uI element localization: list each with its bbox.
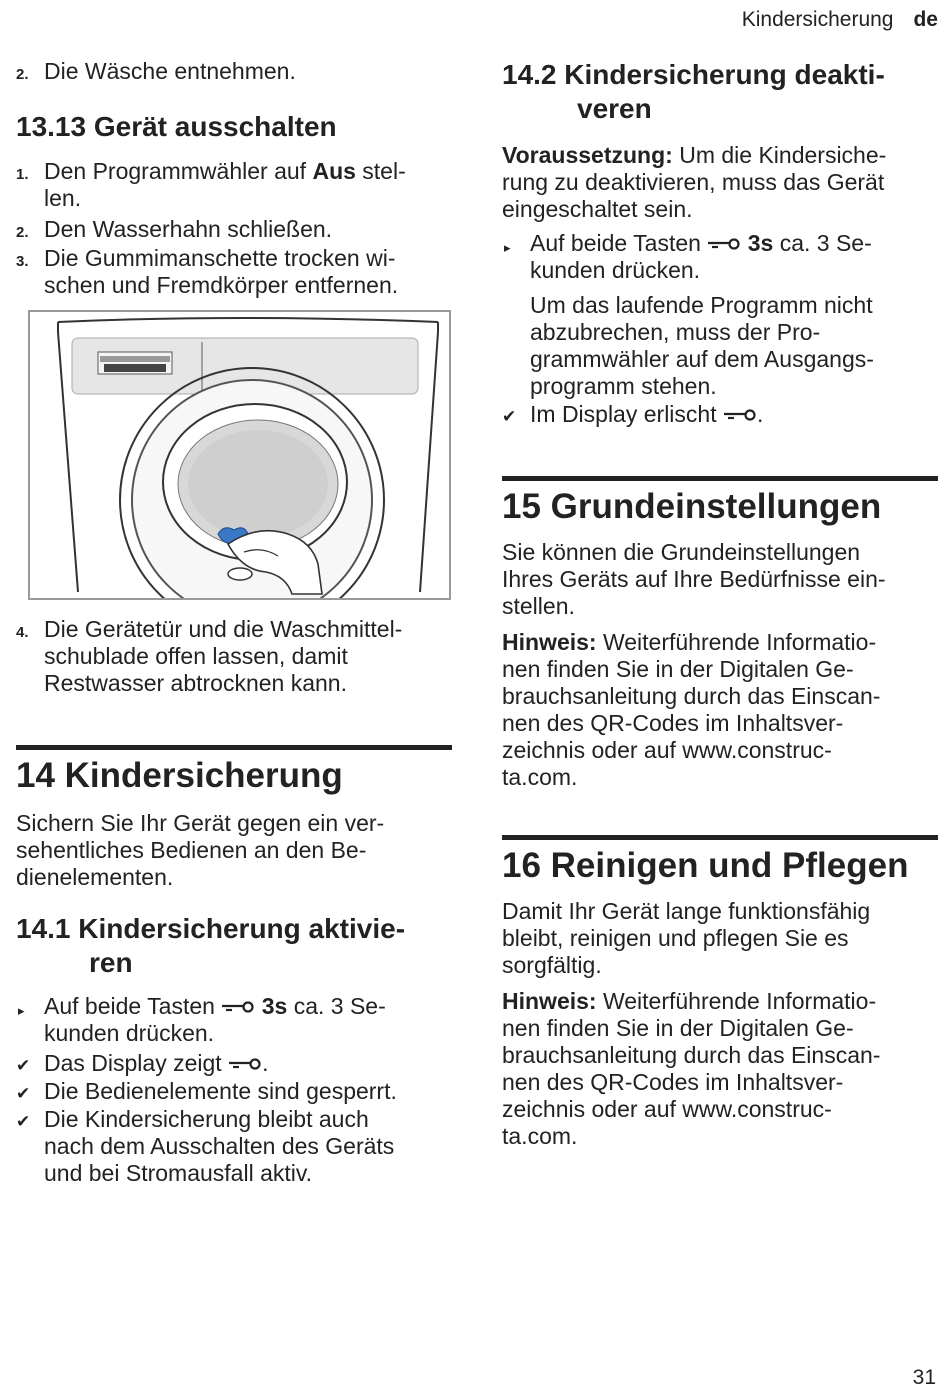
key-lock-icon [707,238,741,252]
key-lock-icon [228,1058,262,1072]
note-paragraph: Um das laufende Programm nicht abzubrechen, muss der Pro- grammwähler auf dem Ausgangs- programm stehen. [530,292,874,399]
check-icon: ✔ [16,1112,31,1131]
paragraph: Damit Ihr Gerät lange funktionsfähig bleibt, reinigen und pflegen Sie es sorgfältig. [502,898,871,978]
precondition-paragraph: Voraussetzung: Um die Kindersiche- rung zu deaktivieren, muss das Gerät eingeschaltet sein. [502,142,887,222]
paragraph: Sie können die Grundeinstellungen Ihres Geräts auf Ihre Bedürfnisse ein- stellen. [502,539,886,619]
check-icon: ✔ [16,1084,31,1103]
check-icon: ✔ [16,1056,31,1075]
check-icon: ✔ [502,407,517,426]
instruction-step: ▸ Auf beide Tasten 3s ca. 3 Se- kunden drücken. [504,230,872,283]
result-item: ✔ Die Bedienelemente sind gesperrt. [16,1078,452,1105]
key-lock-icon [221,1001,255,1015]
result-item: ✔ Im Display erlischt . [502,401,938,428]
step-item: 2. Die Wäsche entnehmen. [16,58,296,84]
result-item: ✔ Das Display zeigt . [16,1050,452,1077]
header-language: de [913,8,938,31]
paragraph: Sichern Sie Ihr Gerät gegen ein ver- sehentliches Bedienen an den Be- dienelementen. [16,810,385,890]
step-item: 3. Die Gummimanschette trocken wi- schen und Fremdkörper entfernen. [16,245,399,298]
page-number: 31 [912,1366,936,1389]
section-title-14: 14 Kindersicherung [16,745,452,798]
step-item: 2. Den Wasserhahn schließen. [16,216,333,242]
instruction-step: ▸ Auf beide Tasten 3s ca. 3 Se- kunden drücken. [18,993,386,1046]
washing-machine-drawing [30,312,449,598]
page-header [742,8,938,32]
key-lock-icon [723,409,757,423]
section-title-14-1: 14.1 Kindersicherung aktivie- ren [16,913,406,978]
hint-paragraph: Hinweis: Weiterführende Informatio- nen finden Sie in der Digitalen Ge- brauchsanleitung durch das Einscan- nen des QR-Codes im Inhaltsver- zeichnis oder auf www.construc- ta.com. [502,629,881,790]
hint-paragraph: Hinweis: Weiterführende Informatio- nen finden Sie in der Digitalen Ge- brauchsanleitung durch das Einscan- nen des QR-Codes im Inhaltsver- zeichnis oder auf www.construc- ta.com. [502,988,881,1149]
header-section-title: Kindersicherung [741,8,894,31]
section-title-13-13: 13.13 Gerät ausschalten [16,111,337,142]
washing-machine-illustration [28,310,451,600]
result-item: ✔ Die Kindersicherung bleibt auch nach dem Ausschalten des Geräts und bei Stromausfall aktiv. [16,1106,395,1186]
step-item: 1. Den Programmwähler auf Aus stel- len. [16,158,406,211]
section-title-15: 15 Grundeinstellungen [502,476,938,529]
step-item: 4. Die Gerätetür und die Waschmittel- schublade offen lassen, damit Restwasser abtrocknen kann. [16,616,403,696]
section-title-14-2: 14.2 Kindersicherung deakti- veren [502,59,885,124]
section-title-16: 16 Reinigen und Pflegen [502,835,938,888]
bullet-arrow-icon: ▸ [18,1003,25,1018]
bullet-arrow-icon: ▸ [504,240,511,255]
